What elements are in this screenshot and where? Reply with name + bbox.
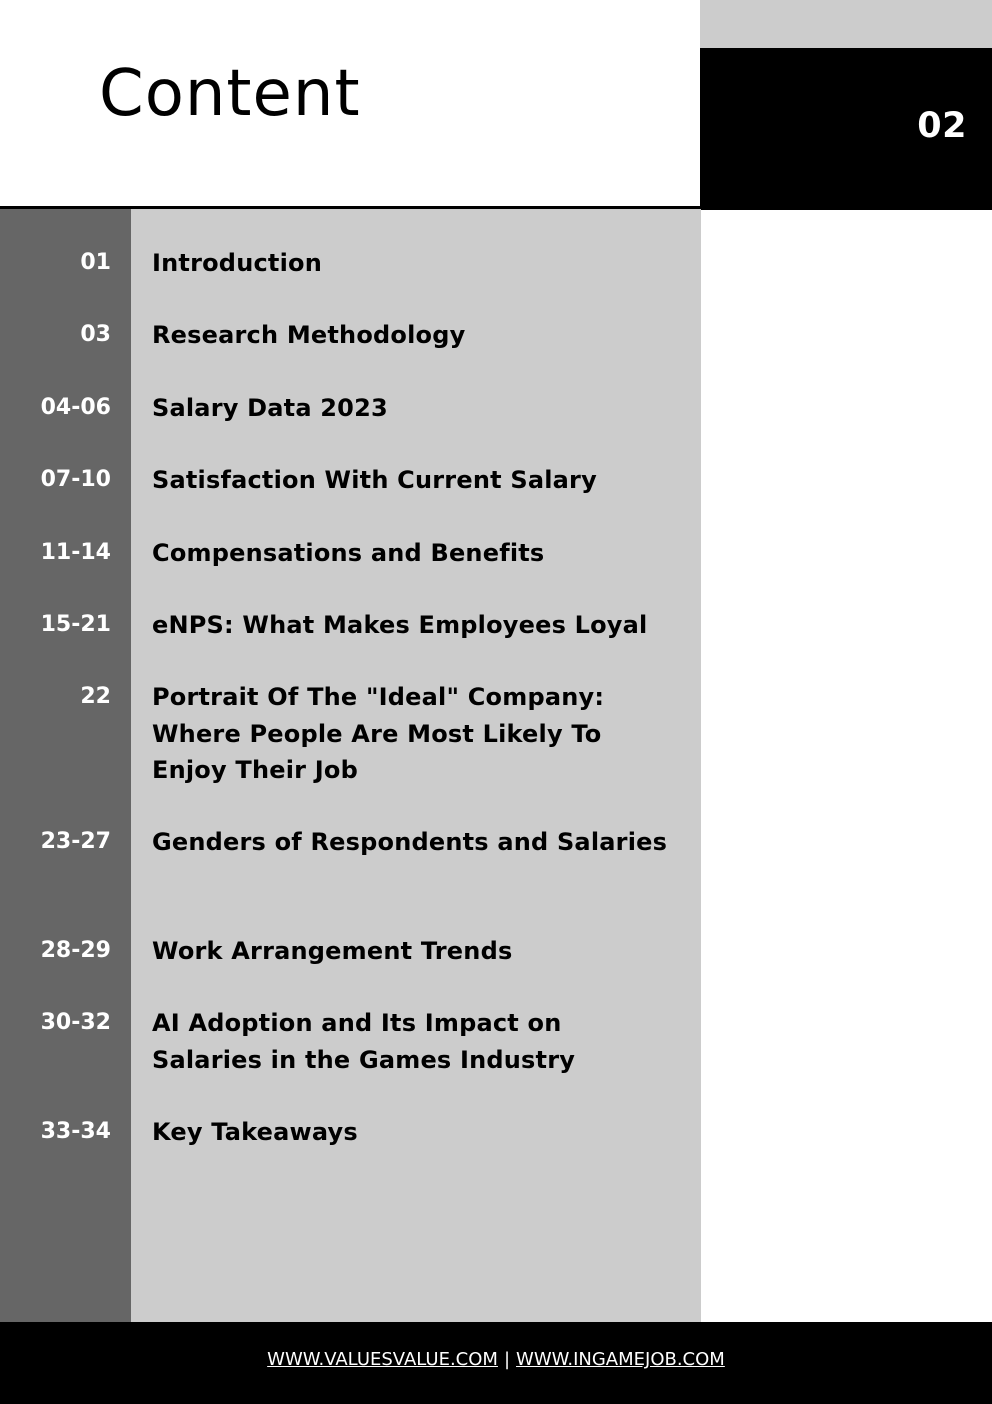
toc-entry-title: Portrait Of The "Ideal" Company: Where People Are Most Likely To Enjoy Their Job bbox=[152, 683, 605, 784]
toc-entry-title: Genders of Respondents and Salaries bbox=[152, 828, 668, 856]
page-number-column bbox=[0, 209, 131, 1322]
toc-entry-pages: 01 bbox=[80, 250, 111, 275]
toc-entry-title: AI Adoption and Its Impact on Salaries in the Games Industry bbox=[152, 1009, 576, 1074]
footer-link-ingamejob[interactable]: WWW.INGAMEJOB.COM bbox=[516, 1349, 725, 1370]
toc-entry-pages: 30-32 bbox=[40, 1010, 111, 1035]
toc-entry-title: Salary Data 2023 bbox=[152, 394, 388, 422]
toc-entry-title: Introduction bbox=[152, 249, 322, 277]
toc-entry-title: eNPS: What Makes Employees Loyal bbox=[152, 611, 648, 639]
footer-separator: | bbox=[503, 1349, 511, 1370]
toc-entry-pages: 07-10 bbox=[40, 467, 111, 492]
toc-entry-pages: 15-21 bbox=[40, 612, 111, 637]
footer-link-valuesvalue[interactable]: WWW.VALUESVALUE.COM bbox=[267, 1349, 498, 1370]
toc-entry-pages: 04-06 bbox=[40, 395, 111, 420]
toc-entry-pages: 11-14 bbox=[40, 540, 111, 565]
toc-entry-pages: 03 bbox=[80, 322, 111, 347]
toc-entry-title: Compensations and Benefits bbox=[152, 539, 545, 567]
toc-entry-pages: 22 bbox=[80, 684, 111, 709]
toc-entry-title: Work Arrangement Trends bbox=[152, 937, 513, 965]
toc-entry-pages: 28-29 bbox=[40, 938, 111, 963]
toc-entry-pages: 33-34 bbox=[40, 1119, 111, 1144]
toc-entry-pages: 23-27 bbox=[40, 829, 111, 854]
page-title: Content bbox=[99, 57, 361, 131]
toc-entry-title: Research Methodology bbox=[152, 321, 466, 349]
top-accent-band bbox=[700, 0, 992, 48]
toc-entry-title: Satisfaction With Current Salary bbox=[152, 466, 597, 494]
footer bbox=[0, 1322, 992, 1404]
toc-entry-title: Key Takeaways bbox=[152, 1118, 358, 1146]
page-number: 02 bbox=[917, 106, 967, 146]
